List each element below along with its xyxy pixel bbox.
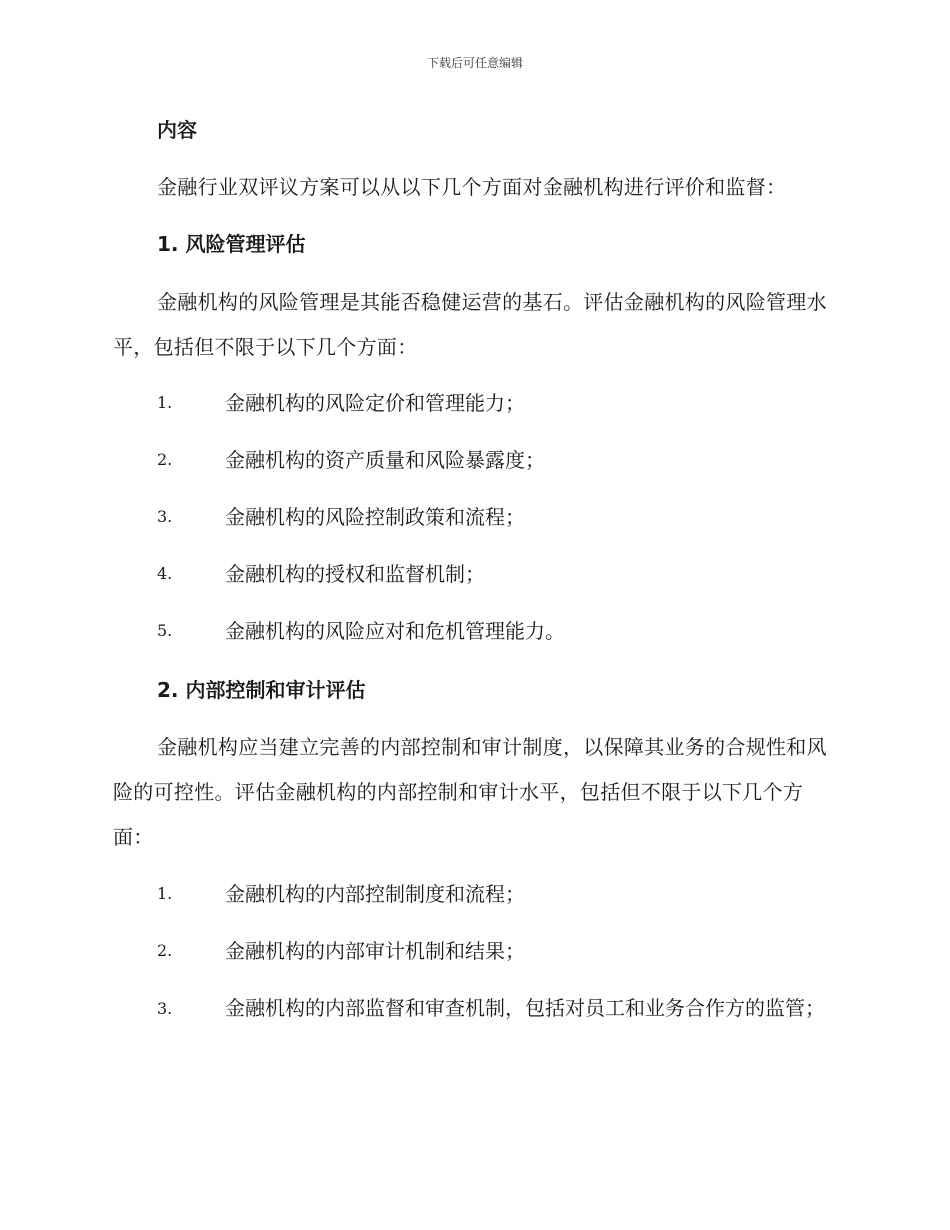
list-item-number: 5. bbox=[157, 621, 173, 640]
section-2-heading: 2. 内部控制和审计评估 bbox=[157, 678, 366, 702]
list-item-number: 3. bbox=[157, 999, 173, 1018]
list-item-number: 3. bbox=[157, 507, 173, 526]
list-item bbox=[157, 389, 837, 417]
list-item-number: 2. bbox=[157, 450, 173, 469]
list-item-text: 金融机构的风险应对和危机管理能力。 bbox=[225, 619, 565, 643]
list-item-number: 2. bbox=[157, 941, 173, 960]
page-header: 下载后可任意编辑 bbox=[426, 56, 523, 70]
intro-paragraph: 金融行业双评议方案可以从以下几个方面对金融机构进行评价和监督： bbox=[157, 175, 787, 199]
list-item bbox=[157, 617, 837, 645]
list-item bbox=[157, 880, 837, 908]
section-1-paragraph: 金融机构的风险管理是其能否稳健运营的基石。评估金融机构的风险管理水平，包括但不限于以下几个方面： bbox=[113, 290, 827, 359]
list-item-number: 4. bbox=[157, 564, 173, 583]
list-item bbox=[157, 560, 837, 588]
list-item-text: 金融机构的授权和监督机制； bbox=[225, 562, 485, 586]
content-title: 内容 bbox=[157, 118, 197, 142]
list-item-text: 金融机构的风险定价和管理能力； bbox=[225, 391, 525, 415]
section-2-paragraph: 金融机构应当建立完善的内部控制和审计制度，以保障其业务的合规性和风险的可控性。评估金融机构的内部控制和审计水平，包括但不限于以下几个方面： bbox=[113, 735, 827, 849]
section-1-heading: 1. 风险管理评估 bbox=[157, 232, 306, 256]
list-item-text: 金融机构的资产质量和风险暴露度； bbox=[225, 448, 545, 472]
list-item-text: 金融机构的内部控制制度和流程； bbox=[225, 882, 525, 906]
list-item bbox=[157, 937, 837, 965]
list-item-number: 1. bbox=[157, 884, 173, 903]
list-item-text: 金融机构的内部监督和审查机制，包括对员工和业务合作方的监管； bbox=[225, 996, 825, 1020]
list-item-text: 金融机构的内部审计机制和结果； bbox=[225, 939, 525, 963]
list-item bbox=[113, 986, 835, 1031]
list-item bbox=[157, 503, 837, 531]
list-item-number: 1. bbox=[157, 393, 173, 412]
list-item bbox=[157, 446, 837, 474]
list-item-text: 金融机构的风险控制政策和流程； bbox=[225, 505, 525, 529]
